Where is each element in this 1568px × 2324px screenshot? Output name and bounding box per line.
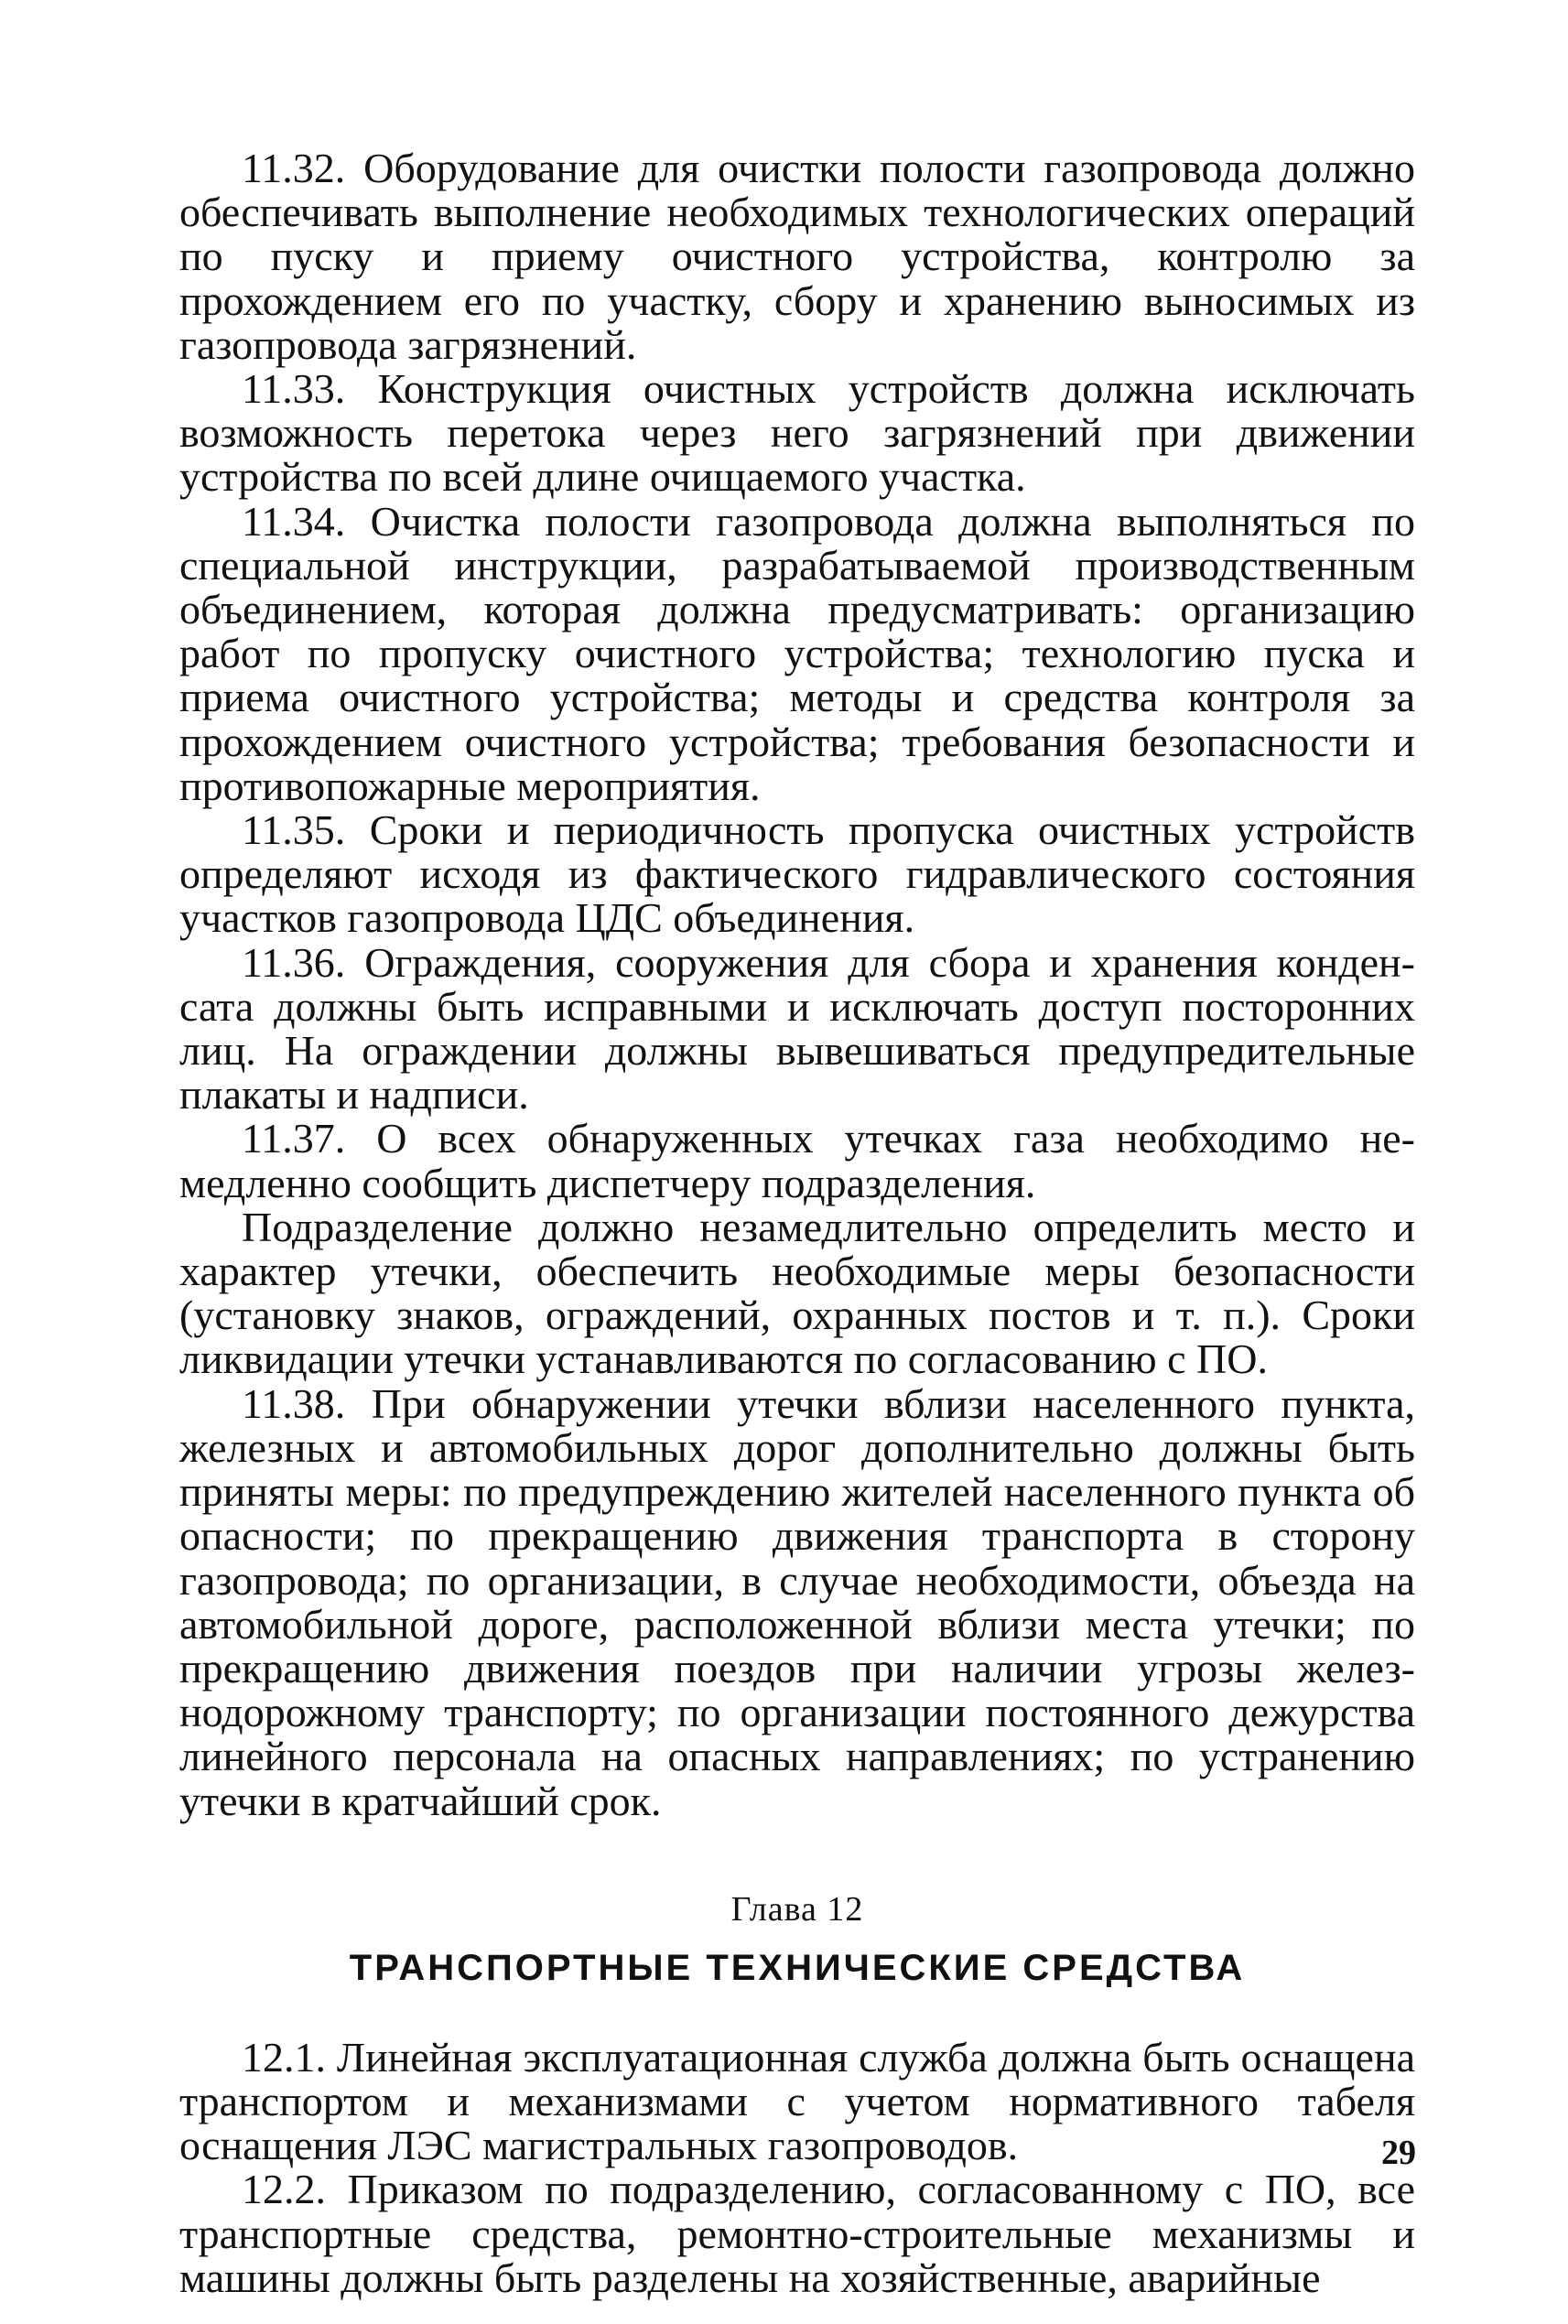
paragraph-11-37: 11.37. О всех обнаруженных утечках газа необходимо немедленно сообщить диспетчеру подразделения.	[179, 1115, 1415, 1206]
paragraph-11-38: 11.38. При обнаружении утечки вблизи населенного пункта, железных и автомобильных дорог дополнительно должны быть приняты меры: по предупреждению жителей населенного пункта об опасности; по прекращению движения транспорта в сторону газопровода; по организации, в случае необходимости, объезда на автомобильной дороге, расположенной вблизи места утечки; по прекращению движения поездов при наличии угрозы железнодорожному транспорту; по организации постоянного дежурства линейного персонала на опасных направлениях; по устранению утечки в кратчайший срок.	[179, 1379, 1415, 1824]
paragraph-11-34: 11.34. Очистка полости газопровода должна выполняться по специальной инструкции, разрабатываемой производственным объединением, которая должна предусматривать: организацию работ по пропуску очистного устройства; технологию пуска и приема очистного устройства; методы и средства контроля за прохождением очистного устройства; требования безопасности и противопожарные мероприятия.	[179, 497, 1415, 809]
chapter-label: Глава 12	[730, 1889, 864, 1929]
document-page	[179, 146, 1415, 2300]
paragraph-11-36: 11.36. Ограждения, сооружения для сбора и хранения конденсата должны быть исправными и исключать доступ посторонних лиц. На ограждении должны вывешиваться предупредительные плакаты и надписи.	[179, 938, 1415, 1119]
paragraph-11-37-continued: Подразделение должно незамедлительно определить место и характер утечки, обеспечить необходимые меры безопасности (установку знаков, ограждений, охранных постов и т. п.). Сроки ликвидации утечки устанавливаются по согласованию с ПО.	[179, 1203, 1415, 1383]
page-number: 29	[1381, 2134, 1416, 2172]
paragraph-11-35: 11.35. Сроки и периодичность пропуска очистных устройств определяют исходя из фактического гидравлического состояния участков газопровода ЦДС объединения.	[179, 806, 1415, 942]
chapter-title: ТРАНСПОРТНЫЕ ТЕХНИЧЕСКИЕ СРЕДСТВА	[349, 1947, 1246, 1988]
paragraph-12-2: 12.2. Приказом по подразделению, согласованному с ПО, все транспортные средства, ремонтно-строительные механизмы и машины должны быть разделены на хозяйственные, аварийные	[179, 2166, 1415, 2301]
paragraph-12-1: 12.1. Линейная эксплуатационная служба должна быть оснащена транспортом и механизмами с учетом нормативного табеля оснащения ЛЭС магистральных газопроводов.	[179, 2033, 1415, 2169]
paragraph-11-32: 11.32. Оборудование для очистки полости газопровода должно обеспечивать выполнение необходимых технологических операций по пуску и приему очистного устройства, контролю за прохождением его по участку, сбору и хранению выносимых из газопровода загрязнений.	[179, 145, 1415, 368]
paragraph-11-33: 11.33. Конструкция очистных устройств должна исключать возможность перетока через него загрязнений при движении устройства по всей длине очищаемого участка.	[179, 365, 1415, 501]
